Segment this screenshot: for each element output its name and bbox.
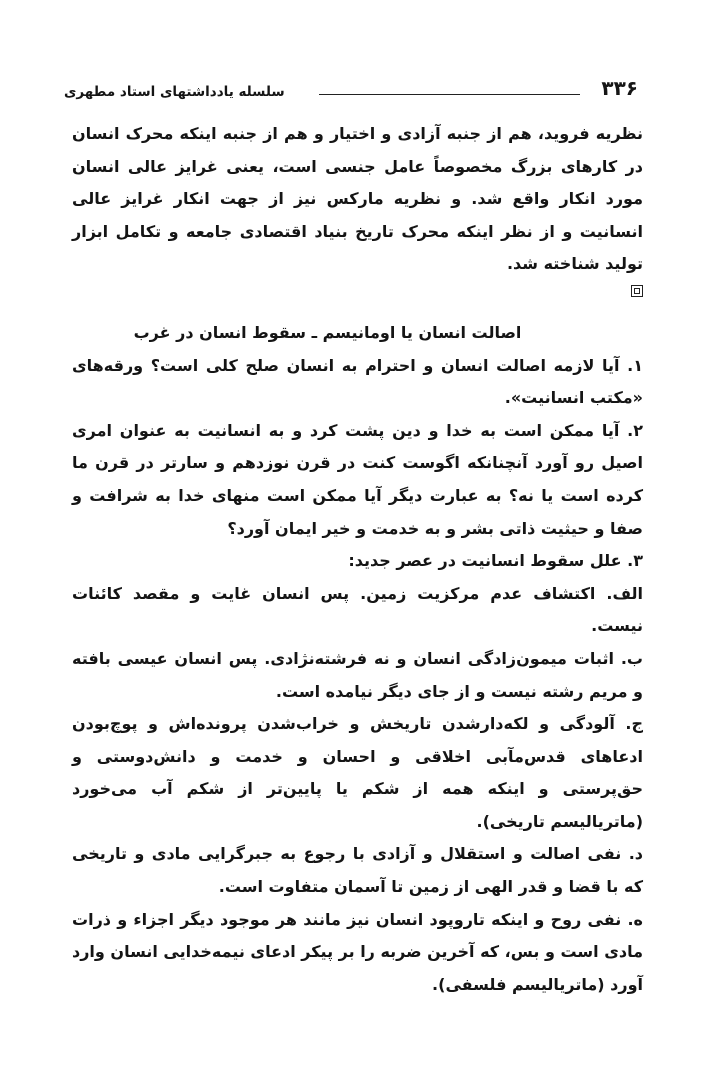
header-rule [319, 94, 580, 95]
page-number: ۳۳۶ [601, 76, 638, 100]
end-of-section-row [72, 281, 643, 317]
list-item: ه. نفی روح و اینکه تاروپود انسان نیز مانند هر موجود دیگر اجزاء و ذرات مادی است و بس، که آخرین ضربه را بر پیکر ادعای نیمه‌خدایی انسان وارد آورد (ماتریالیسم فلسفی). [72, 909, 643, 994]
page-body [72, 118, 643, 1001]
end-of-section-icon [631, 285, 643, 297]
running-title: سلسله یادداشتهای استاد مطهری [64, 84, 285, 100]
list-item: الف. اکتشاف عدم مرکزیت زمین. پس انسان غایت و مقصد کائنات نیست. [72, 583, 643, 636]
page-header [64, 76, 638, 116]
list-item: ۱. آیا لازمه اصالت انسان و احترام به انسان صلح کلی است؟ ورقه‌های «مکتب انسانیت». [72, 355, 643, 408]
list-item: ب. اثبات میمون‌زادگی انسان و نه فرشته‌نژادی. پس انسان عیسی بافته و مریم رشته نیست و از جای دیگر نیامده است. [72, 648, 643, 701]
list-item: ۲. آیا ممکن است به خدا و دین پشت کرد و به انسانیت به عنوان امری اصیل رو آورد آنچنانکه اگوست کنت در قرن نوزدهم و سارتر در قرن ما کرده است یا نه؟ به عبارت دیگر آیا ممکن است منهای خدا به شرافت و صفا و حیثیت ذاتی بشر و به خدمت و خیر ایمان آورد؟ [72, 420, 643, 538]
section-title: اصالت انسان یا اومانیسم ـ سقوط انسان در غرب [133, 322, 522, 342]
list-item: د. نفی اصالت و استقلال و آزادی با رجوع به جبرگرایی مادی و تاریخی که با قضا و قدر الهی از زمین تا آسمان متفاوت است. [72, 844, 643, 897]
list-item: ۳. علل سقوط انسانیت در عصر جدید: [348, 551, 643, 571]
list-item: ج. آلودگی و لکه‌دارشدن تاریخش و خراب‌شدن پرونده‌اش و پوچ‌بودن ادعاهای قدس‌مآبی اخلاقی و احسان و خدمت و دانش‌دوستی و حق‌پرستی و اینکه همه از شکم یا پایین‌تر از شکم آب می‌خورد (ماتریالیسم تاریخی). [72, 714, 643, 831]
intro-paragraph: نظریه فروید، هم از جنبه آزادی و اختیار و هم از جنبه اینکه محرک انسان در کارهای بزرگ مخصوصاً عامل جنسی است، یعنی غرایز عالی انسان مورد انکار واقع شد. و نظریه مارکس نیز از جهت انکار غرایز عالی انسانیت و از نظر اینکه محرک تاریخ بنیاد اقتصادی جامعه و تکامل ابزار تولید شناخته شد. [72, 124, 643, 274]
